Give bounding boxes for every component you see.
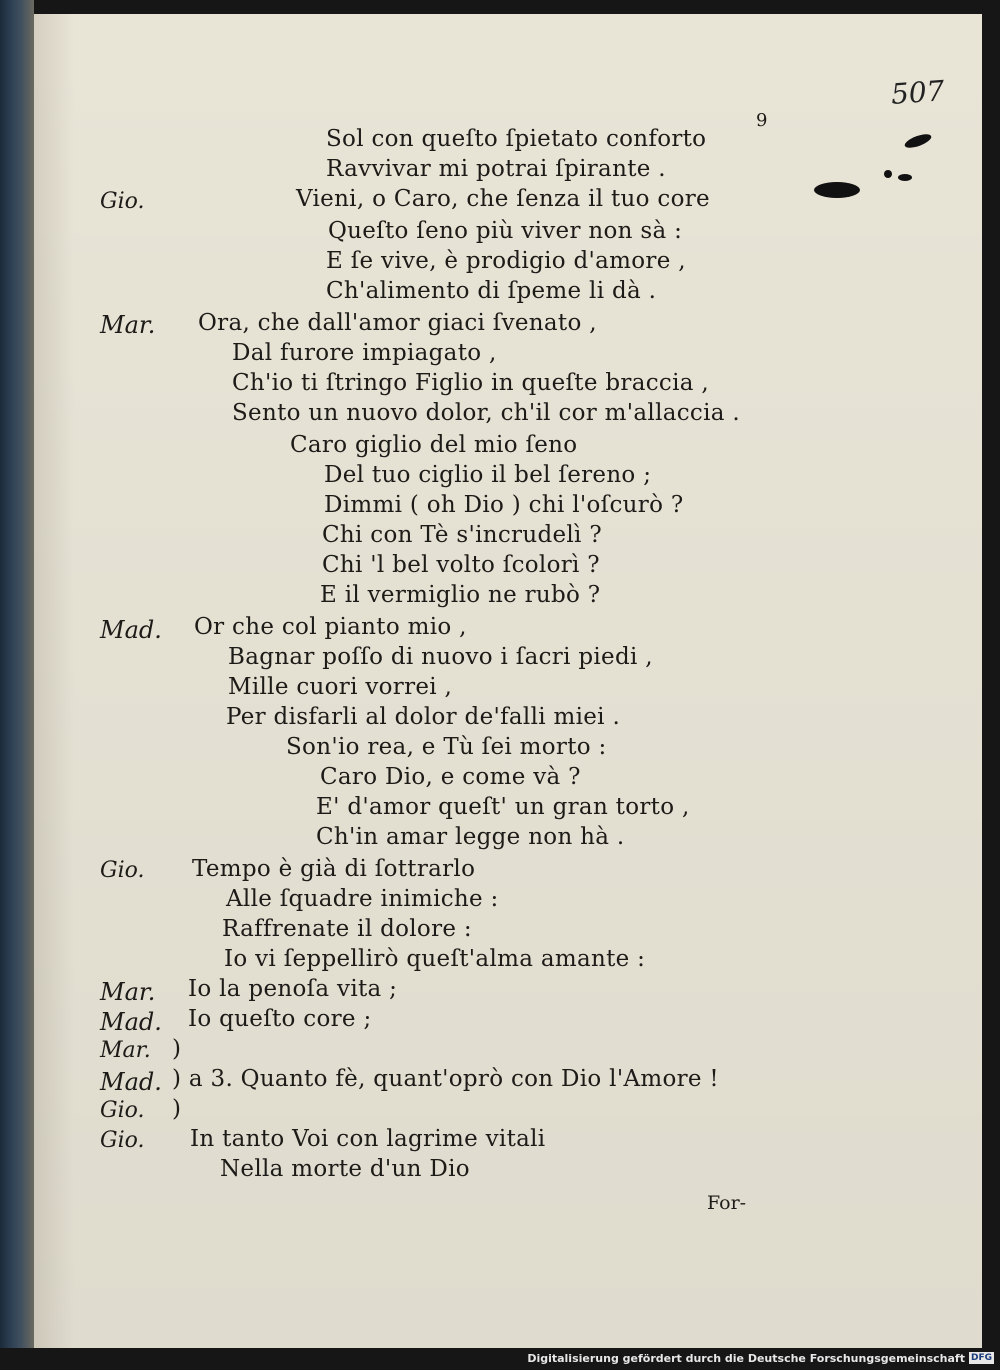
folio-number: 507 [889,74,946,111]
signature-mark: 9 [756,110,768,131]
verse-line: Ch'in amar legge non hà . [316,824,625,850]
speaker-label: Gio. [100,1098,145,1123]
verse-line: Raffrenate il dolore : [222,916,472,942]
verse-line: Ora, che dall'amor giaci ſvenato , [198,310,597,336]
catchword: For- [707,1192,747,1214]
speaker-label: Gio. [100,189,145,214]
book-page [34,14,982,1348]
verse-line: Sol con queſto ſpietato conforto [326,126,707,152]
verse-line: ) a 3. Quanto fè, quant'oprò con Dio l'Amore ! [172,1066,719,1092]
verse-line: Or che col pianto mio , [194,614,467,640]
verse-line: Caro Dio, e come và ? [320,764,581,790]
verse-line: Bagnar poſſo di nuovo i ſacri piedi , [228,644,653,670]
verse-line: Sento un nuovo dolor, ch'il cor m'allaccia . [232,400,741,426]
digitization-credit [527,1350,994,1366]
verse-line: Vieni, o Caro, che ſenza il tuo core [296,186,710,212]
verse-line: Alle ſquadre inimiche : [226,886,499,912]
verse-line: Son'io rea, e Tù ſei morto : [286,734,607,760]
verse-line: Chi 'l bel volto ſcolorì ? [322,552,600,578]
verse-line: Ch'alimento di ſpeme li dà . [326,278,657,304]
verse-line: Io la penoſa vita ; [188,976,398,1002]
verse-line: Del tuo ciglio il bel ſereno ; [324,462,652,488]
verse-line: Mille cuori vorrei , [228,674,453,700]
ink-blot [903,132,933,151]
verse-line: Dimmi ( oh Dio ) chi l'oſcurò ? [324,492,684,518]
speaker-label: Mar. [100,311,156,339]
verse-line: ) [172,1096,181,1122]
ink-blot [814,182,860,198]
verse-line: Tempo è già di ſottrarlo [192,856,476,882]
credit-text: Digitalisierung gefördert durch die Deutsche Forschungsgemeinschaft [527,1351,965,1365]
verse-line: Queſto ſeno più viver non sà : [328,218,683,244]
speaker-label: Mad. [100,1008,162,1036]
verse-line: E il vermiglio ne rubò ? [320,582,601,608]
speaker-label: Gio. [100,1128,145,1153]
verse-line: E' d'amor queſt' un gran torto , [316,794,690,820]
verse-line: Caro giglio del mio ſeno [290,432,578,458]
verse-line: Ch'io ti ſtringo Figlio in queſte braccia , [232,370,709,396]
verse-line: Io queſto core ; [188,1006,372,1032]
speaker-label: Mad. [100,616,162,644]
speaker-label: Mar. [100,1038,151,1063]
speaker-label: Mar. [100,978,156,1006]
ink-blot [884,170,892,178]
verse-line: Per disfarli al dolor de'falli miei . [226,704,621,730]
verse-line: ) [172,1036,181,1062]
book-spine [0,0,34,1348]
verse-line: Nella morte d'un Dio [220,1156,470,1182]
dfg-logo: DFG [970,1353,992,1363]
speaker-label: Mad. [100,1068,162,1096]
verse-line: Ravvivar mi potrai ſpirante . [326,156,666,182]
verse-line: In tanto Voi con lagrime vitali [190,1126,546,1152]
verse-line: Dal furore impiagato , [232,340,497,366]
verse-line: Chi con Tè s'incrudelì ? [322,522,602,548]
ink-blot [898,174,912,181]
speaker-label: Gio. [100,858,145,883]
verse-line: E ſe vive, è prodigio d'amore , [326,248,686,274]
verse-line: Io vi ſeppellirò queſt'alma amante : [224,946,646,972]
